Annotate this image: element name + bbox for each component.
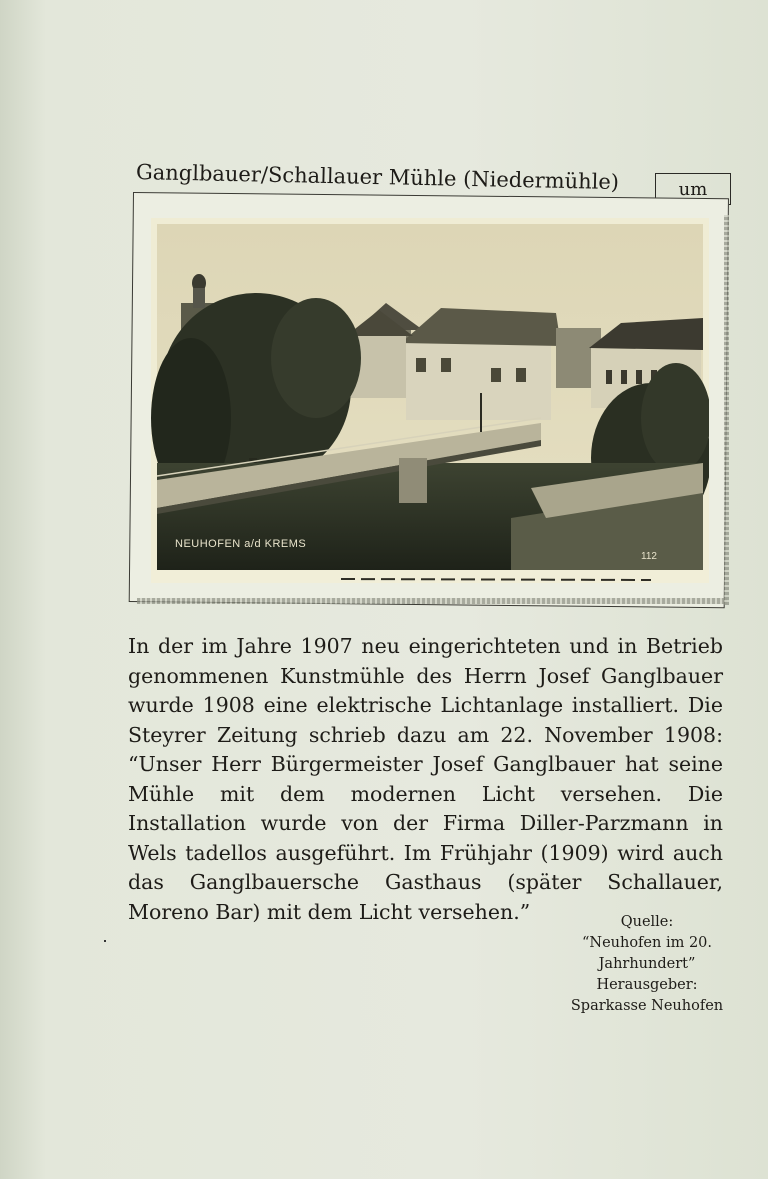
source-publisher-label: Herausgeber:	[596, 977, 698, 993]
postcard-number: 112	[641, 551, 657, 562]
photo-caption-title: Ganglbauer/Schallauer Mühle (Niedermühle)	[135, 160, 620, 195]
historic-postcard-photo	[151, 218, 709, 583]
body-paragraph: In der im Jahre 1907 neu eingerichteten und in Betrieb genommenen Kunstmühle des Herrn Josef Ganglbauer wurde 1908 eine elektrische Lichtanlage installiert. Die Steyrer Zeitung schrieb dazu am 22. November 1908: “Unser Herr Bürgermeister Josef Ganglbauer hat seine Mühle mit dem modernen Licht versehen. Die Installation wurde von der Firma Diller-Parzmann in Wels tadellos ausgeführt. Im Frühjahr (1909) wird auch das Ganglbauersche Gasthaus (später Schallauer, Moreno Bar) mit dem Licht versehen.”	[128, 634, 723, 924]
postcard-image	[151, 218, 709, 583]
source-citation	[562, 912, 732, 1017]
body-text	[128, 632, 723, 927]
source-book-title: “Neuhofen im 20. Jahrhundert”	[581, 935, 713, 972]
stray-mark	[104, 940, 106, 942]
year-box: um	[655, 173, 731, 205]
source-publisher: Sparkasse Neuhofen	[570, 998, 724, 1014]
photo-frame-shadow-right	[724, 215, 729, 605]
source-label: Quelle:	[620, 914, 674, 930]
postcard-place-label: NEUHOFEN a/d KREMS	[175, 538, 307, 550]
photo-frame-shadow-bottom	[137, 598, 727, 604]
